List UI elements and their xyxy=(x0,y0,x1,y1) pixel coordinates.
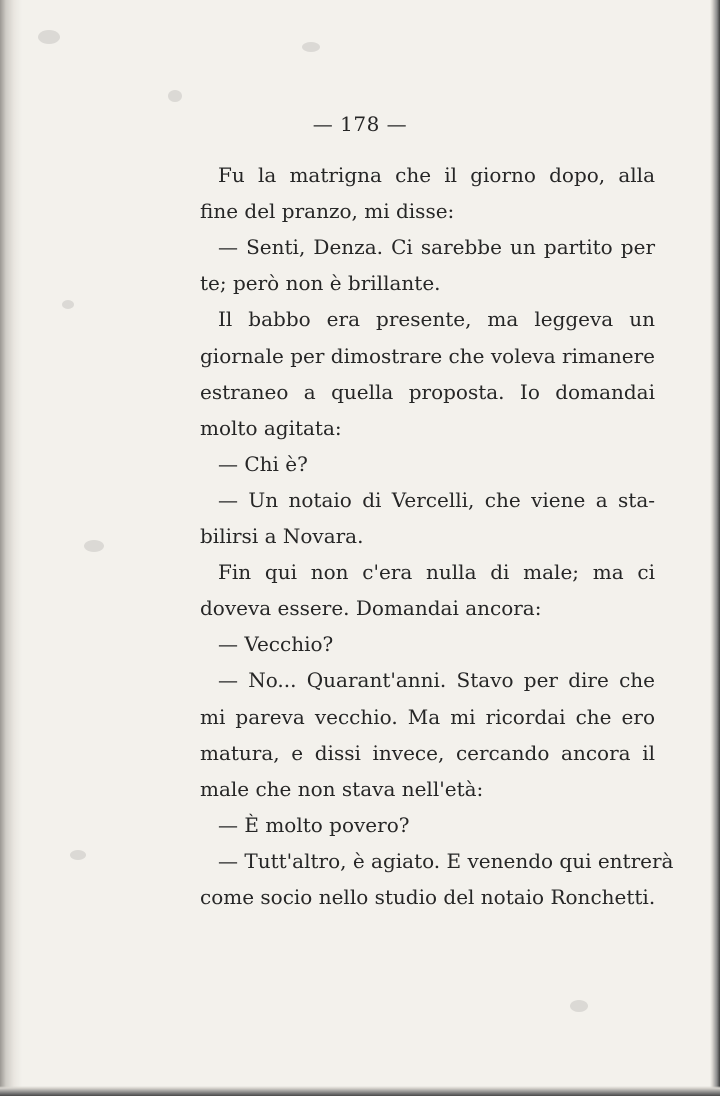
paper-speck xyxy=(302,42,320,52)
text-line: te; però non è brillante. xyxy=(200,271,441,296)
text-line: Il babbo era presente, ma leggeva un xyxy=(218,307,655,332)
paper-speck xyxy=(84,540,104,552)
paper-speck xyxy=(168,90,182,102)
paper-speck xyxy=(70,850,86,860)
page-right-edge-shadow xyxy=(710,0,720,1096)
text-line: estraneo a quella proposta. Io domandai xyxy=(200,379,655,404)
text-line: — Chi è? xyxy=(218,451,308,476)
text-line: — È molto povero? xyxy=(218,812,410,837)
text-line: — Senti, Denza. Ci sarebbe un partito per xyxy=(218,235,655,260)
text-line: male che non stava nell'età: xyxy=(200,776,484,801)
text-line: — Tutt'altro, è agiato. E venendo qui entrerà xyxy=(218,848,674,873)
text-line: giornale per dimostrare che voleva rimanere xyxy=(200,343,655,368)
text-line: fine del pranzo, mi disse: xyxy=(200,199,455,224)
text-line: — Vecchio? xyxy=(218,632,334,657)
page-bottom-edge-shadow xyxy=(0,1086,720,1096)
text-line: molto agitata: xyxy=(200,415,342,440)
text-line: Fu la matrigna che il giorno dopo, alla xyxy=(218,163,655,187)
text-line: come socio nello studio del notaio Ronchetti. xyxy=(200,885,656,909)
paper-speck xyxy=(570,1000,588,1012)
page-left-edge-shadow xyxy=(0,0,22,1096)
text-line: doveva essere. Domandai ancora: xyxy=(200,596,542,621)
text-line: bilirsi a Novara. xyxy=(200,524,364,548)
text-line: matura, e dissi invece, cercando ancora il xyxy=(200,740,655,765)
text-line: Fin qui non c'era nulla di male; ma ci xyxy=(218,560,655,585)
text-line: mi pareva vecchio. Ma mi ricordai che ero xyxy=(200,704,655,729)
text-line: — Un notaio di Vercelli, che viene a sta- xyxy=(218,487,655,512)
text-line: — No... Quarant'anni. Stavo per dire che xyxy=(218,668,655,693)
paper-speck xyxy=(62,300,74,309)
paper-speck xyxy=(38,30,60,44)
page-number-header: — 178 — xyxy=(312,112,408,136)
